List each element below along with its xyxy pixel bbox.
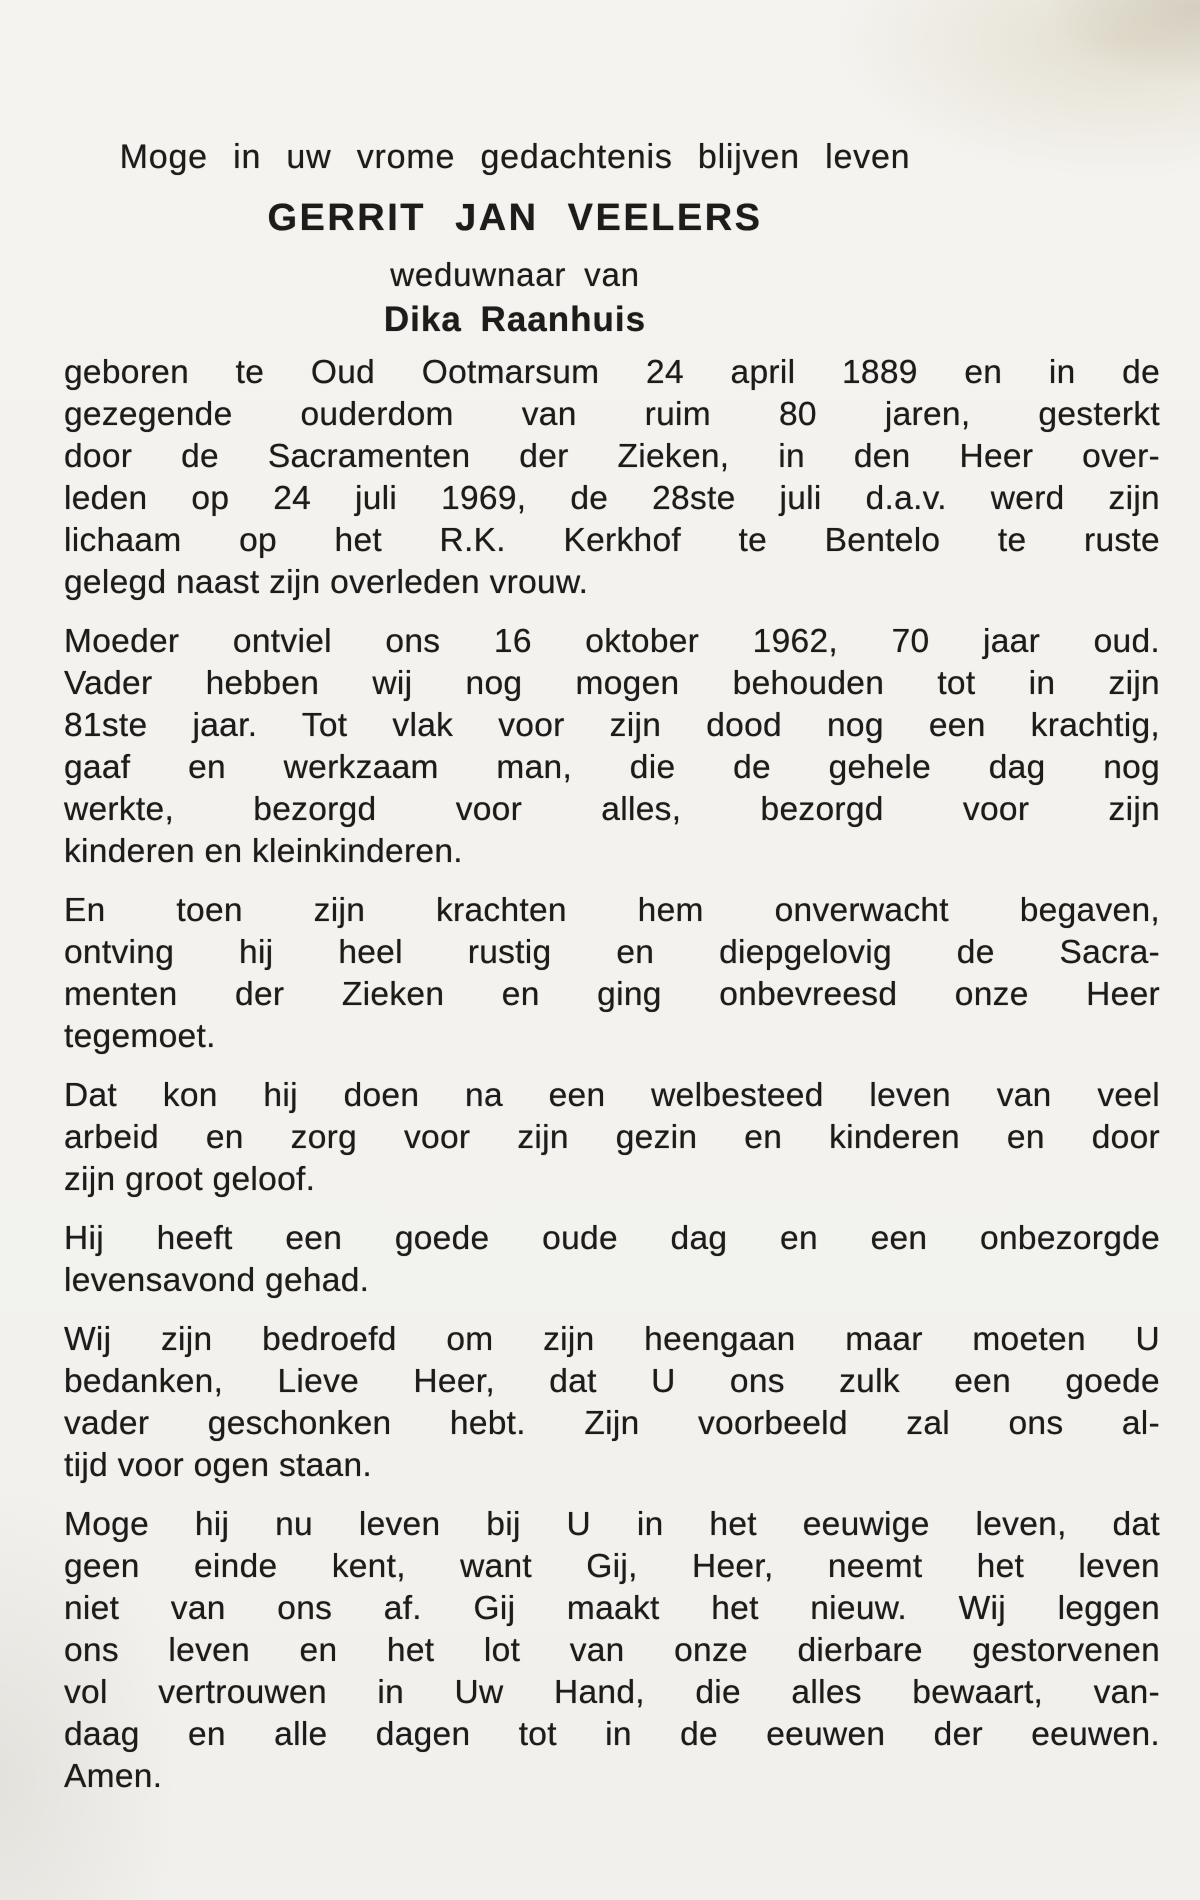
text-line: geen einde kent, want Gij, Heer, neemt het leven [64,1548,1160,1585]
text-line: Wij zijn bedroefd om zijn heengaan maar moeten U [64,1321,1160,1358]
text-line: kinderen en kleinkinderen. [64,833,463,870]
spouse-name: Dika Raanhuis [383,300,647,339]
text-line: Moeder ontviel ons 16 oktober 1962, 70 jaar oud. [64,623,1160,660]
text-line: tegemoet. [64,1018,216,1055]
text-line: ontving hij heel rustig en diepgelovig de Sacra- [64,934,1160,971]
text-line: Amen. [64,1758,163,1795]
text-line: 81ste jaar. Tot vlak voor zijn dood nog een krachtig, [64,707,1160,744]
text-line: menten der Zieken en ging onbevreesd onze Heer [64,976,1160,1013]
text-line: lichaam op het R.K. Kerkhof te Bentelo te ruste [64,522,1160,559]
text-line: leden op 24 juli 1969, de 28ste juli d.a.v. werd zijn [64,480,1160,517]
relation-line: weduwnaar van [390,256,640,293]
text-line: Dat kon hij doen na een welbesteed leven van veel [64,1077,1160,1114]
deceased-name: GERRIT JAN VEELERS [267,197,763,239]
text-line: geboren te Oud Ootmarsum 24 april 1889 en in de [64,354,1160,391]
text-line: ons leven en het lot van onze dierbare gestorvenen [64,1632,1160,1669]
text-line: werkte, bezorgd voor alles, bezorgd voor zijn [64,791,1160,828]
paragraph [64,873,1160,1058]
intro-line: Moge in uw vrome gedachtenis blijven leven [119,138,911,176]
text-line: gezegende ouderdom van ruim 80 jaren, gesterkt [64,396,1160,433]
paragraph [64,1302,1160,1487]
text-line: En toen zijn krachten hem onverwacht begaven, [64,892,1160,929]
text-line: zijn groot geloof. [64,1161,316,1198]
text-line: levensavond gehad. [64,1262,370,1299]
card-header [0,138,1030,340]
paragraph [64,1201,1160,1302]
text-line: Vader hebben wij nog mogen behouden tot in zijn [64,665,1160,702]
paragraph [64,604,1160,873]
text-line: gelegd naast zijn overleden vrouw. [64,564,589,601]
text-line: tijd voor ogen staan. [64,1447,372,1484]
text-line: niet van ons af. Gij maakt het nieuw. Wij leggen [64,1590,1160,1627]
text-line: Hij heeft een goede oude dag en een onbezorgde [64,1220,1160,1257]
paragraph [64,1058,1160,1201]
memorial-text [64,352,1160,1798]
text-line: arbeid en zorg voor zijn gezin en kinderen en door [64,1119,1160,1156]
text-line: vader geschonken hebt. Zijn voorbeeld zal ons al- [64,1405,1160,1442]
paragraph [64,352,1160,604]
paragraph [64,1487,1160,1798]
text-line: daag en alle dagen tot in de eeuwen der eeuwen. [64,1716,1160,1753]
text-line: gaaf en werkzaam man, die de gehele dag nog [64,749,1160,786]
text-line: vol vertrouwen in Uw Hand, die alles bewaart, van- [64,1674,1160,1711]
text-line: door de Sacramenten der Zieken, in den Heer over- [64,438,1160,475]
text-line: bedanken, Lieve Heer, dat U ons zulk een goede [64,1363,1160,1400]
text-line: Moge hij nu leven bij U in het eeuwige leven, dat [64,1506,1160,1543]
